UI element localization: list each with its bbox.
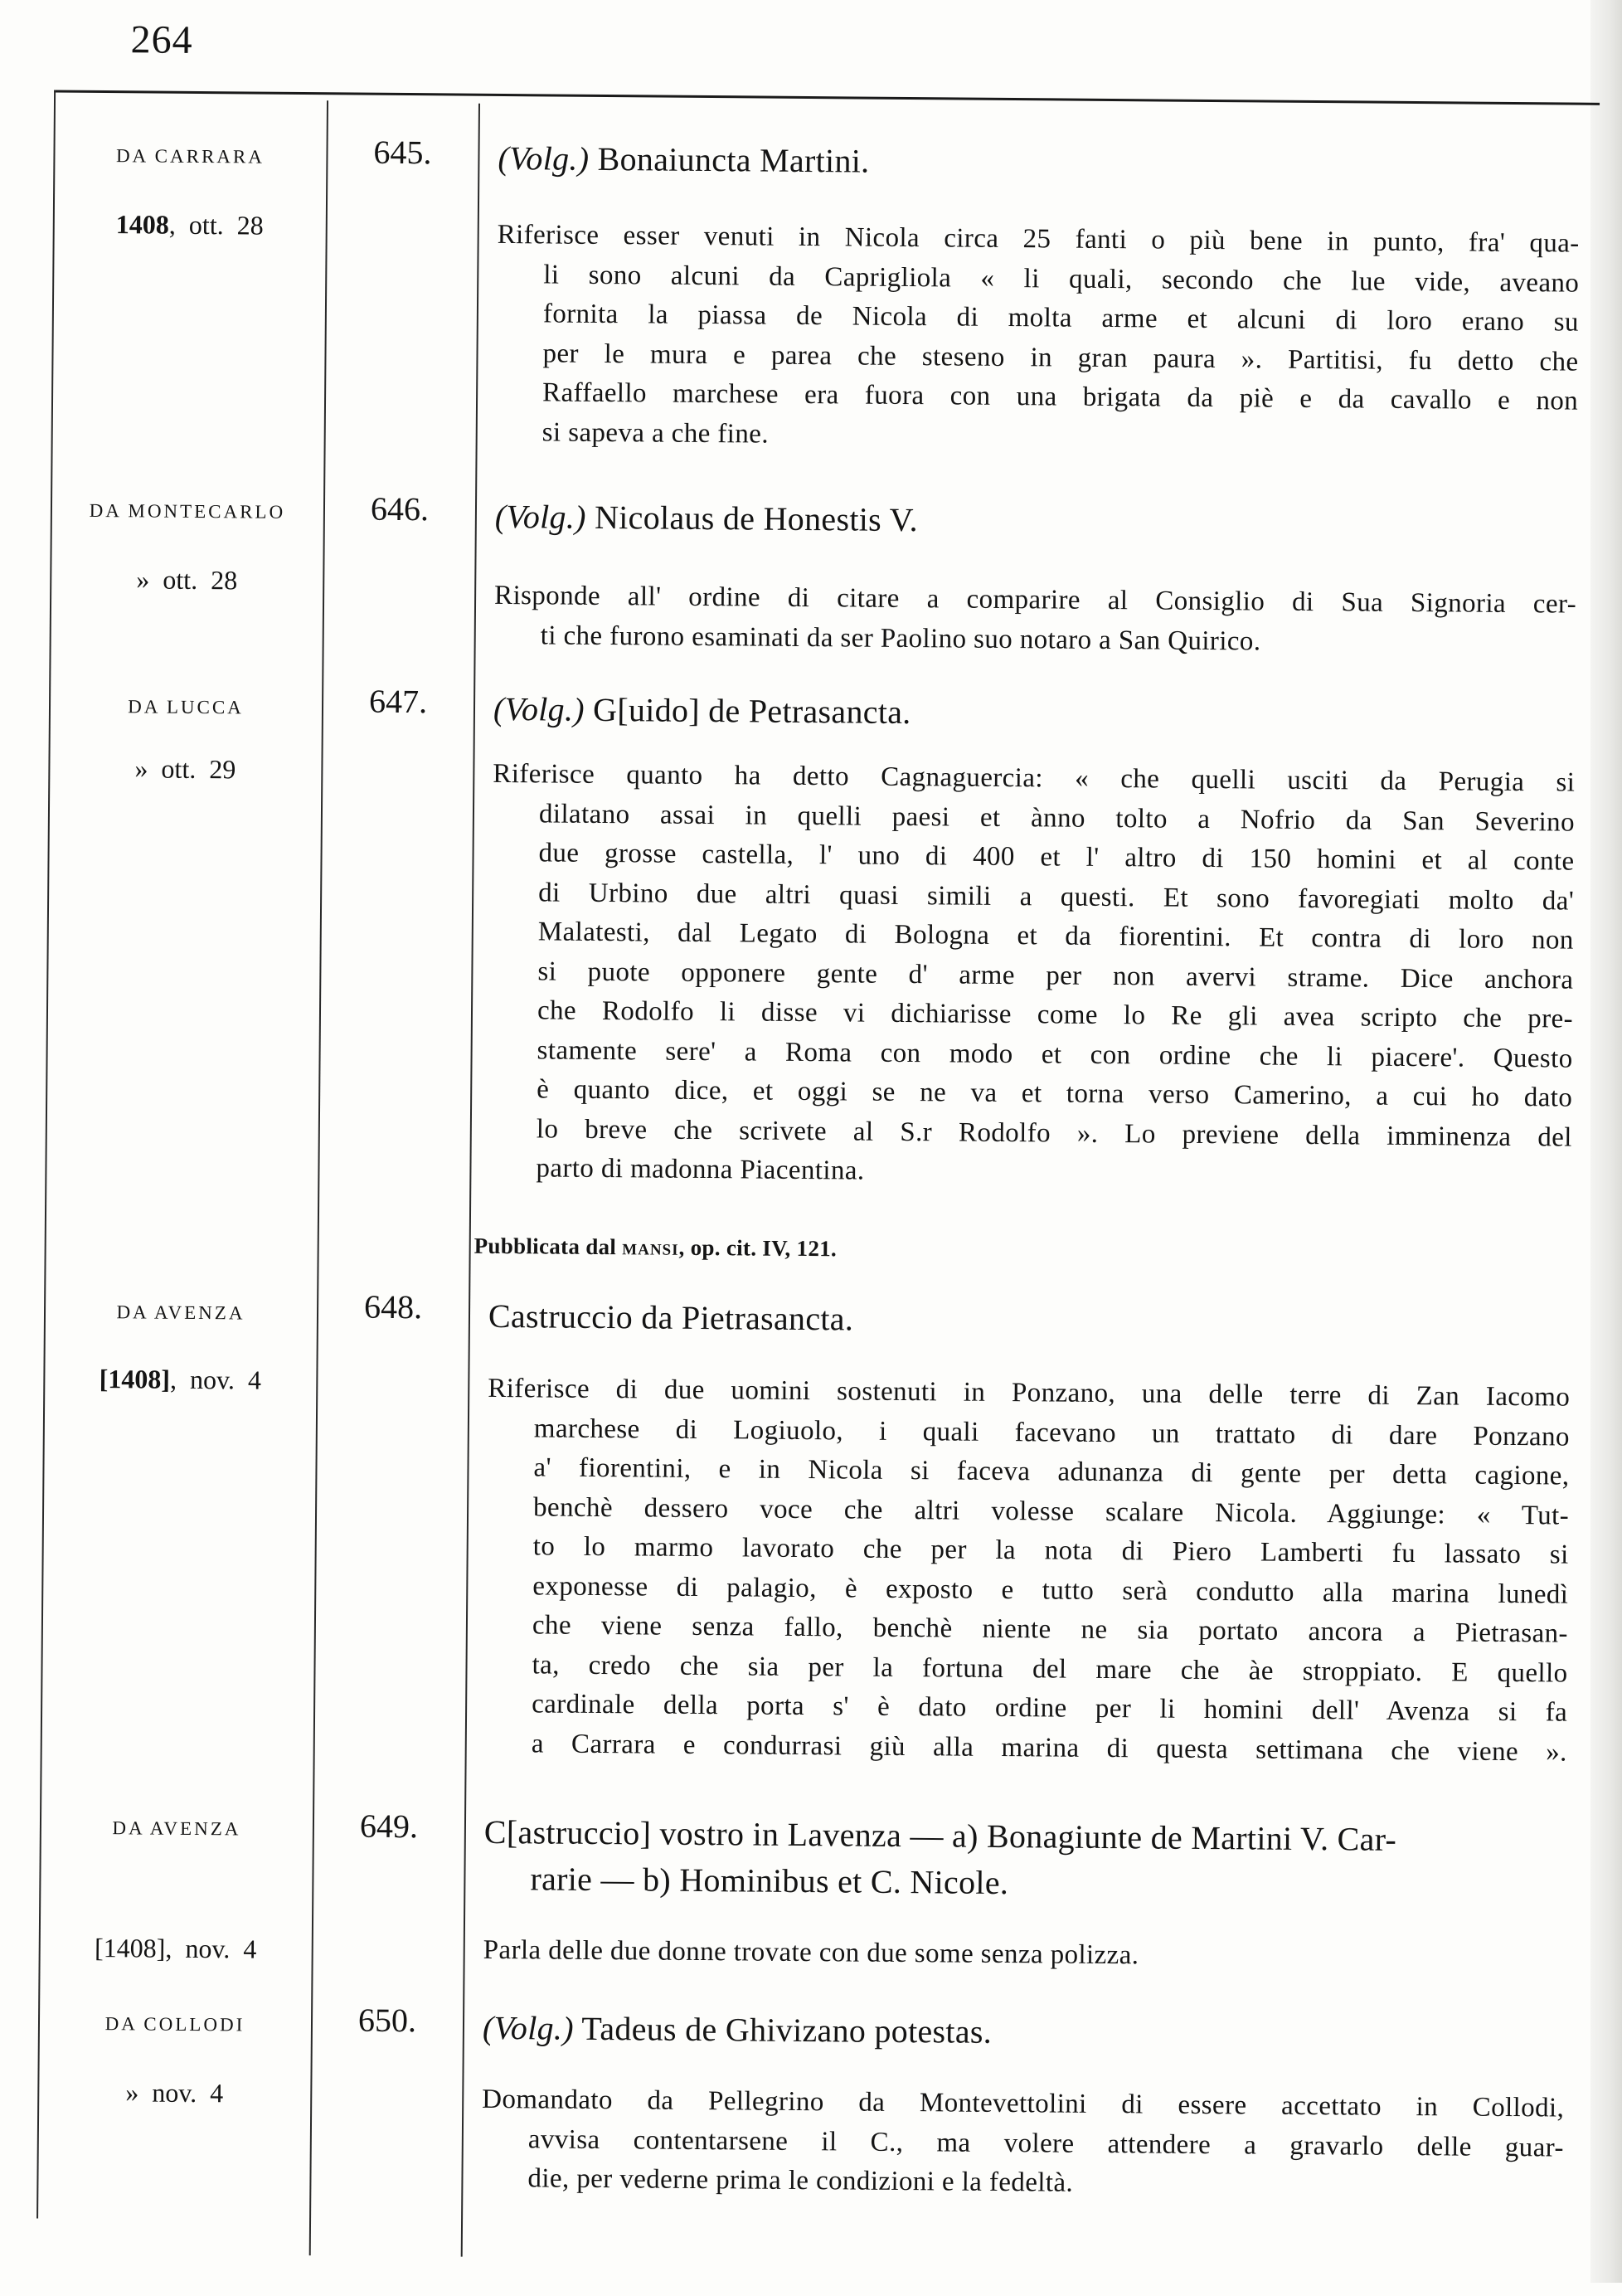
body-line: Malatesti, dal Legato di Bologna et da fiorentini. Et contra di loro non: [492, 912, 1574, 961]
entry-title: [483, 2005, 1565, 2060]
publication-note: [474, 1232, 838, 1263]
entry-place: DA LUCCA: [52, 694, 319, 722]
title-prefix: (Volg.): [498, 139, 589, 178]
top-rule: [54, 90, 1600, 105]
entry-place: DA AVENZA: [43, 1816, 310, 1843]
title-prefix: (Volg.): [483, 2009, 574, 2047]
body-line: Riferisce esser venuti in Nicola circa 25 fanti o più bene in punto, fra' qua-: [497, 216, 1579, 264]
body-line: fornita la piassa de Nicola di molta arme et alcuni di loro erano su: [497, 294, 1579, 343]
page-number: 264: [130, 19, 192, 61]
entry-date: [56, 208, 323, 242]
entry-place: DA COLLODI: [41, 2011, 308, 2038]
entry-place: DA MONTECARLO: [54, 499, 321, 526]
body-line: stamente sere' a Roma con modo et con ordine che li piacere'. Questo: [490, 1030, 1572, 1078]
date-ditto: »: [125, 2077, 138, 2107]
title-text: Castruccio da Pietrasancta.: [488, 1297, 854, 1338]
date-year: 1408: [116, 209, 169, 240]
entry-650: [0, 0, 1622, 13]
date-rest: ott. 28: [149, 565, 237, 596]
body-line: benchè dessero voce che altri volesse scalare Nicola. Aggiunge: « Tut-: [487, 1487, 1569, 1535]
entry-date: [53, 563, 320, 597]
title-text: Tadeus de Ghivizano potestas.: [574, 2010, 993, 2050]
date-year: [1408]: [95, 1933, 166, 1963]
body-line: Riferisce quanto ha detto Cagnaguercia: « che quelli usciti da Perugia si: [493, 755, 1575, 803]
body-line: di Urbino due altri quasi simili a questi. Et sono favoregiati molto da': [492, 873, 1574, 921]
body-line: che Rodolfo li disse vi dichiarisse come lo Re gli avea scripto che pre-: [491, 991, 1573, 1039]
entry-648: [0, 0, 1622, 13]
entry-date: [46, 1363, 313, 1397]
body-line: Parla delle due donne trovate con due some senza polizza.: [483, 1931, 1566, 1979]
entry-place: DA CARRARA: [56, 144, 323, 171]
entry-645: [0, 0, 1622, 13]
date-rest: ott. 29: [148, 753, 236, 784]
body-line: die, per vederne prima le condizioni e la fedeltà.: [481, 2159, 1563, 2207]
body-line: a Carrara e condurrasi giù alla marina di questa settimana che viene ».: [485, 1724, 1567, 1772]
column-rule-right: [461, 104, 480, 2257]
body-line: per le mura e parea che steseno in gran paura ». Partitisi, fu detto che: [496, 333, 1578, 382]
entry-body: [489, 755, 1575, 1197]
body-line: marchese di Logiuolo, i quali facevano un trattato di dare Ponzano: [488, 1408, 1570, 1457]
entry-title: [495, 494, 1577, 549]
entry-date: [41, 2075, 308, 2109]
title-text: Nicolaus de Honestis V.: [586, 499, 919, 538]
title-prefix: (Volg.): [493, 690, 585, 728]
note-rest: , op. cit. IV, 121.: [678, 1235, 837, 1262]
entry-number: 645.: [328, 134, 476, 171]
column-rule-left: [36, 90, 56, 2219]
body-line: si sapeva a che fine.: [496, 412, 1578, 460]
entry-title: [493, 686, 1576, 742]
date-rest: , nov. 4: [170, 1364, 261, 1395]
entry-body: [483, 1931, 1566, 1979]
body-line: avvisa contentarsene il C., ma volere attendere a gravarlo delle guar-: [482, 2119, 1564, 2167]
body-line: dilatano assai in quelli paesi et ànno tolto a Nofrio da San Severino: [493, 794, 1575, 842]
body-line: che viene senza fallo, benchè niente ne sia portato ancora a Pietrasan-: [486, 1606, 1568, 1654]
body-line: due grosse castella, l' uno di 400 et l' altro di 150 homini et al conte: [492, 834, 1574, 882]
body-line: exponesse di palagio, è exposto e tutto serà condutto alla marina lunedì: [486, 1566, 1568, 1614]
title-line2: rarie — b) Hominibus et C. Nicole.: [483, 1856, 1566, 1911]
title-prefix: (Volg.): [495, 498, 586, 536]
note-author: mansi: [622, 1234, 679, 1260]
body-line: parto di madonna Piacentina.: [489, 1149, 1571, 1197]
column-rule-middle: [309, 100, 328, 2255]
body-line: ta, credo che sia per la fortuna del mare che àe stroppiato. E quello: [485, 1645, 1567, 1693]
title-text: G[uido] de Petrasancta.: [585, 691, 911, 731]
title-text: Bonaiuncta Martini.: [589, 140, 870, 180]
date-ditto: »: [136, 564, 149, 594]
entry-body: [496, 216, 1580, 461]
title-text: C[astruccio] vostro in Lavenza — a) Bonagiunte de Martini V. Car-: [484, 1813, 1397, 1858]
date-rest: nov. 4: [138, 2077, 223, 2108]
body-line: si puote opponere gente d' arme per non avervi strame. Dice anchora: [491, 951, 1573, 1000]
body-line: Risponde all' ordine di citare a comparire al Consiglio di Sua Signoria cer-: [494, 576, 1576, 625]
entry-649: [0, 0, 1622, 13]
entry-body: [494, 576, 1577, 664]
body-line: to lo marmo lavorato che per la nota di Piero Lamberti fu lassato si: [487, 1527, 1569, 1575]
entry-number: 649.: [315, 1807, 463, 1845]
body-line: è quanto dice, et oggi se ne va et torna verso Camerino, a cui ho dato: [490, 1070, 1572, 1118]
body-line: ti che furono esaminati da ser Paolino suo notaro a San Quirico.: [494, 615, 1576, 664]
entry-number: 647.: [324, 683, 472, 720]
entry-number: 646.: [326, 490, 473, 528]
date-year: [1408]: [100, 1364, 171, 1394]
body-line: cardinale della porta s' è dato ordine per li homini dell' Avenza si fa: [485, 1685, 1567, 1733]
entry-place: DA AVENZA: [47, 1300, 314, 1327]
entry-number: 648.: [319, 1288, 467, 1326]
body-line: Domandato da Pellegrino da Montevettolini di essere accettato in Collodi,: [482, 2080, 1564, 2128]
entry-647: [0, 0, 1622, 13]
entry-date: [42, 1931, 309, 1965]
body-line: li sono alcuni da Caprigliola « li quali, secondo che lue vide, aveano: [497, 255, 1579, 303]
entry-title: [498, 135, 1580, 191]
note-prefix: Pubblicata dal: [474, 1233, 623, 1259]
entry-number: 650.: [313, 2002, 461, 2039]
entry-body: [481, 2080, 1564, 2207]
entry-title: [488, 1293, 1571, 1349]
entry-body: [485, 1369, 1571, 1773]
date-rest: , nov. 4: [165, 1934, 256, 1964]
entry-646: [0, 0, 1622, 13]
body-line: lo breve che scrivete al S.r Rodolfo ». Lo previene della imminenza del: [490, 1109, 1572, 1157]
date-rest: , ott. 28: [169, 210, 264, 241]
body-line: Raffaello marchese era fuora con una brigata da piè e da cavallo e non: [496, 373, 1578, 421]
body-line: a' fiorentini, e in Nicola si faceva adunanza di gente per detta cagione,: [487, 1448, 1569, 1496]
entry-date: [51, 752, 318, 786]
body-line: Riferisce di due uomini sostenuti in Ponzano, una delle terre di Zan Iacomo: [488, 1369, 1570, 1418]
date-ditto: »: [134, 753, 148, 783]
entry-title: [483, 1809, 1566, 1911]
